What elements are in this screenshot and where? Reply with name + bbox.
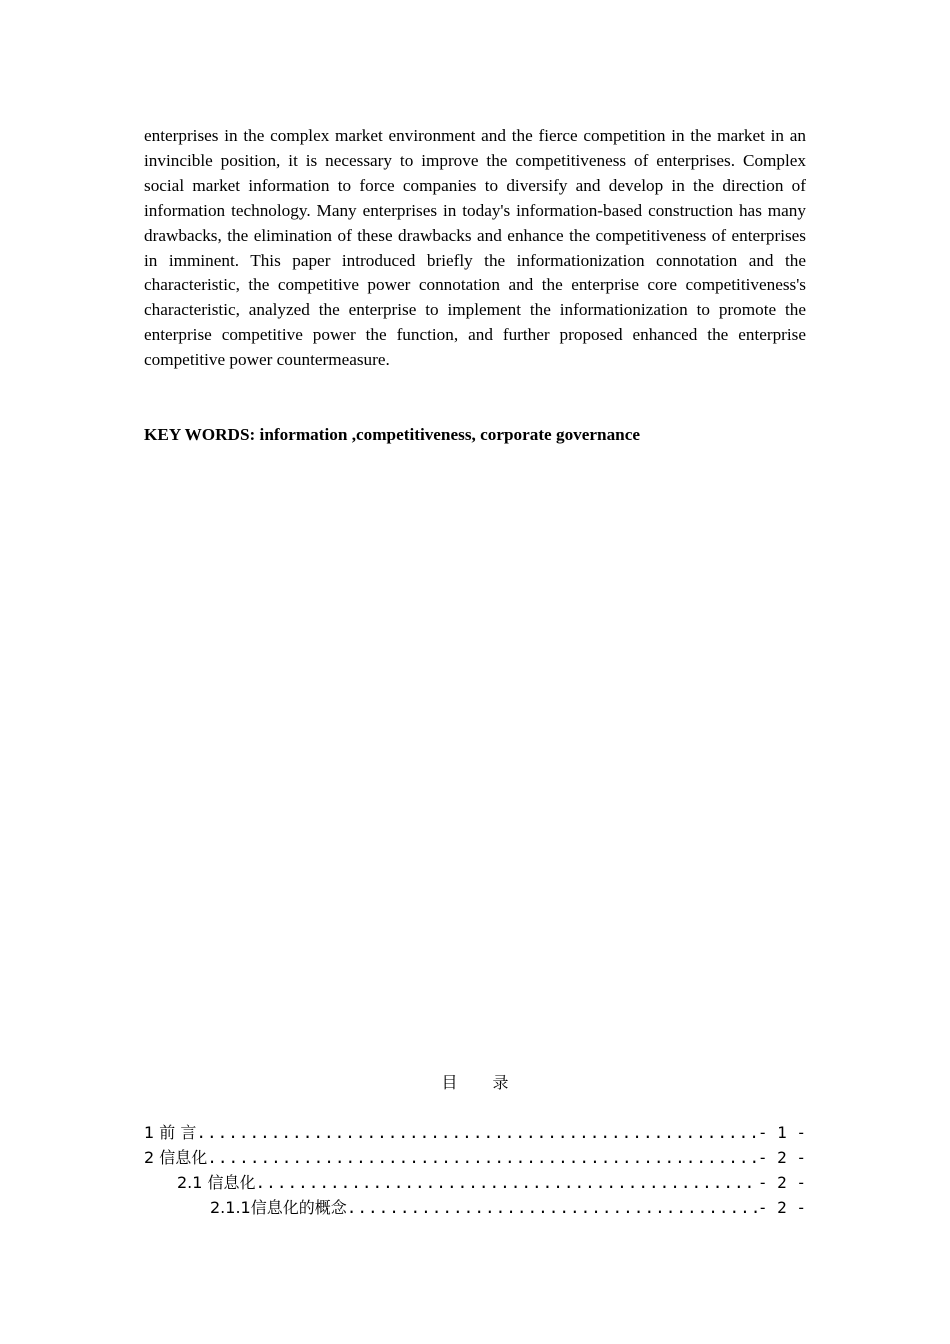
toc-dot-leader (196, 1120, 757, 1145)
toc-entry-label: 1 前 言 (144, 1123, 197, 1142)
toc-entry[interactable] (144, 1170, 806, 1195)
toc-dot-leader (256, 1170, 758, 1195)
toc-dot-leader (347, 1195, 758, 1220)
table-of-contents (144, 1120, 806, 1220)
toc-entry-label: 2 信息化 (144, 1148, 208, 1167)
toc-dot-leader (207, 1145, 758, 1170)
toc-title: 目 录 (441, 1073, 509, 1092)
keywords-line: KEY WORDS: information ,competitiveness, corporate governance (144, 425, 640, 444)
toc-entry-label: 2.1.1信息化的概念 (210, 1198, 347, 1217)
toc-entry-page: - 2 - (757, 1148, 806, 1167)
toc-entry-page: - 1 - (757, 1123, 806, 1142)
toc-entry[interactable] (144, 1120, 806, 1145)
abstract-paragraph: enterprises in the complex market environment and the fierce competition in the market in an invincible position, it is necessary to improve the competitiveness of enterprises. Complex social market information to force companies to diversify and develop in the direction of information technology. Many enterprises in today's information-based construction has many drawbacks, the elimination of these drawbacks and enhance the competitiveness of enterprises in imminent. This paper introduced briefly the informationization connotation and the characteristic, the competitive power connotation and the enterprise core competitiveness's characteristic, analyzed the enterprise to implement the informationization to promote the enterprise competitive power the function, and further proposed enhanced the enterprise competitive power countermeasure. (144, 126, 806, 370)
toc-entry-label: 2.1 信息化 (177, 1173, 256, 1192)
toc-entry-page: - 2 - (757, 1198, 806, 1217)
toc-entry[interactable] (144, 1145, 806, 1170)
toc-entry[interactable] (144, 1195, 806, 1220)
toc-entry-page: - 2 - (757, 1173, 806, 1192)
